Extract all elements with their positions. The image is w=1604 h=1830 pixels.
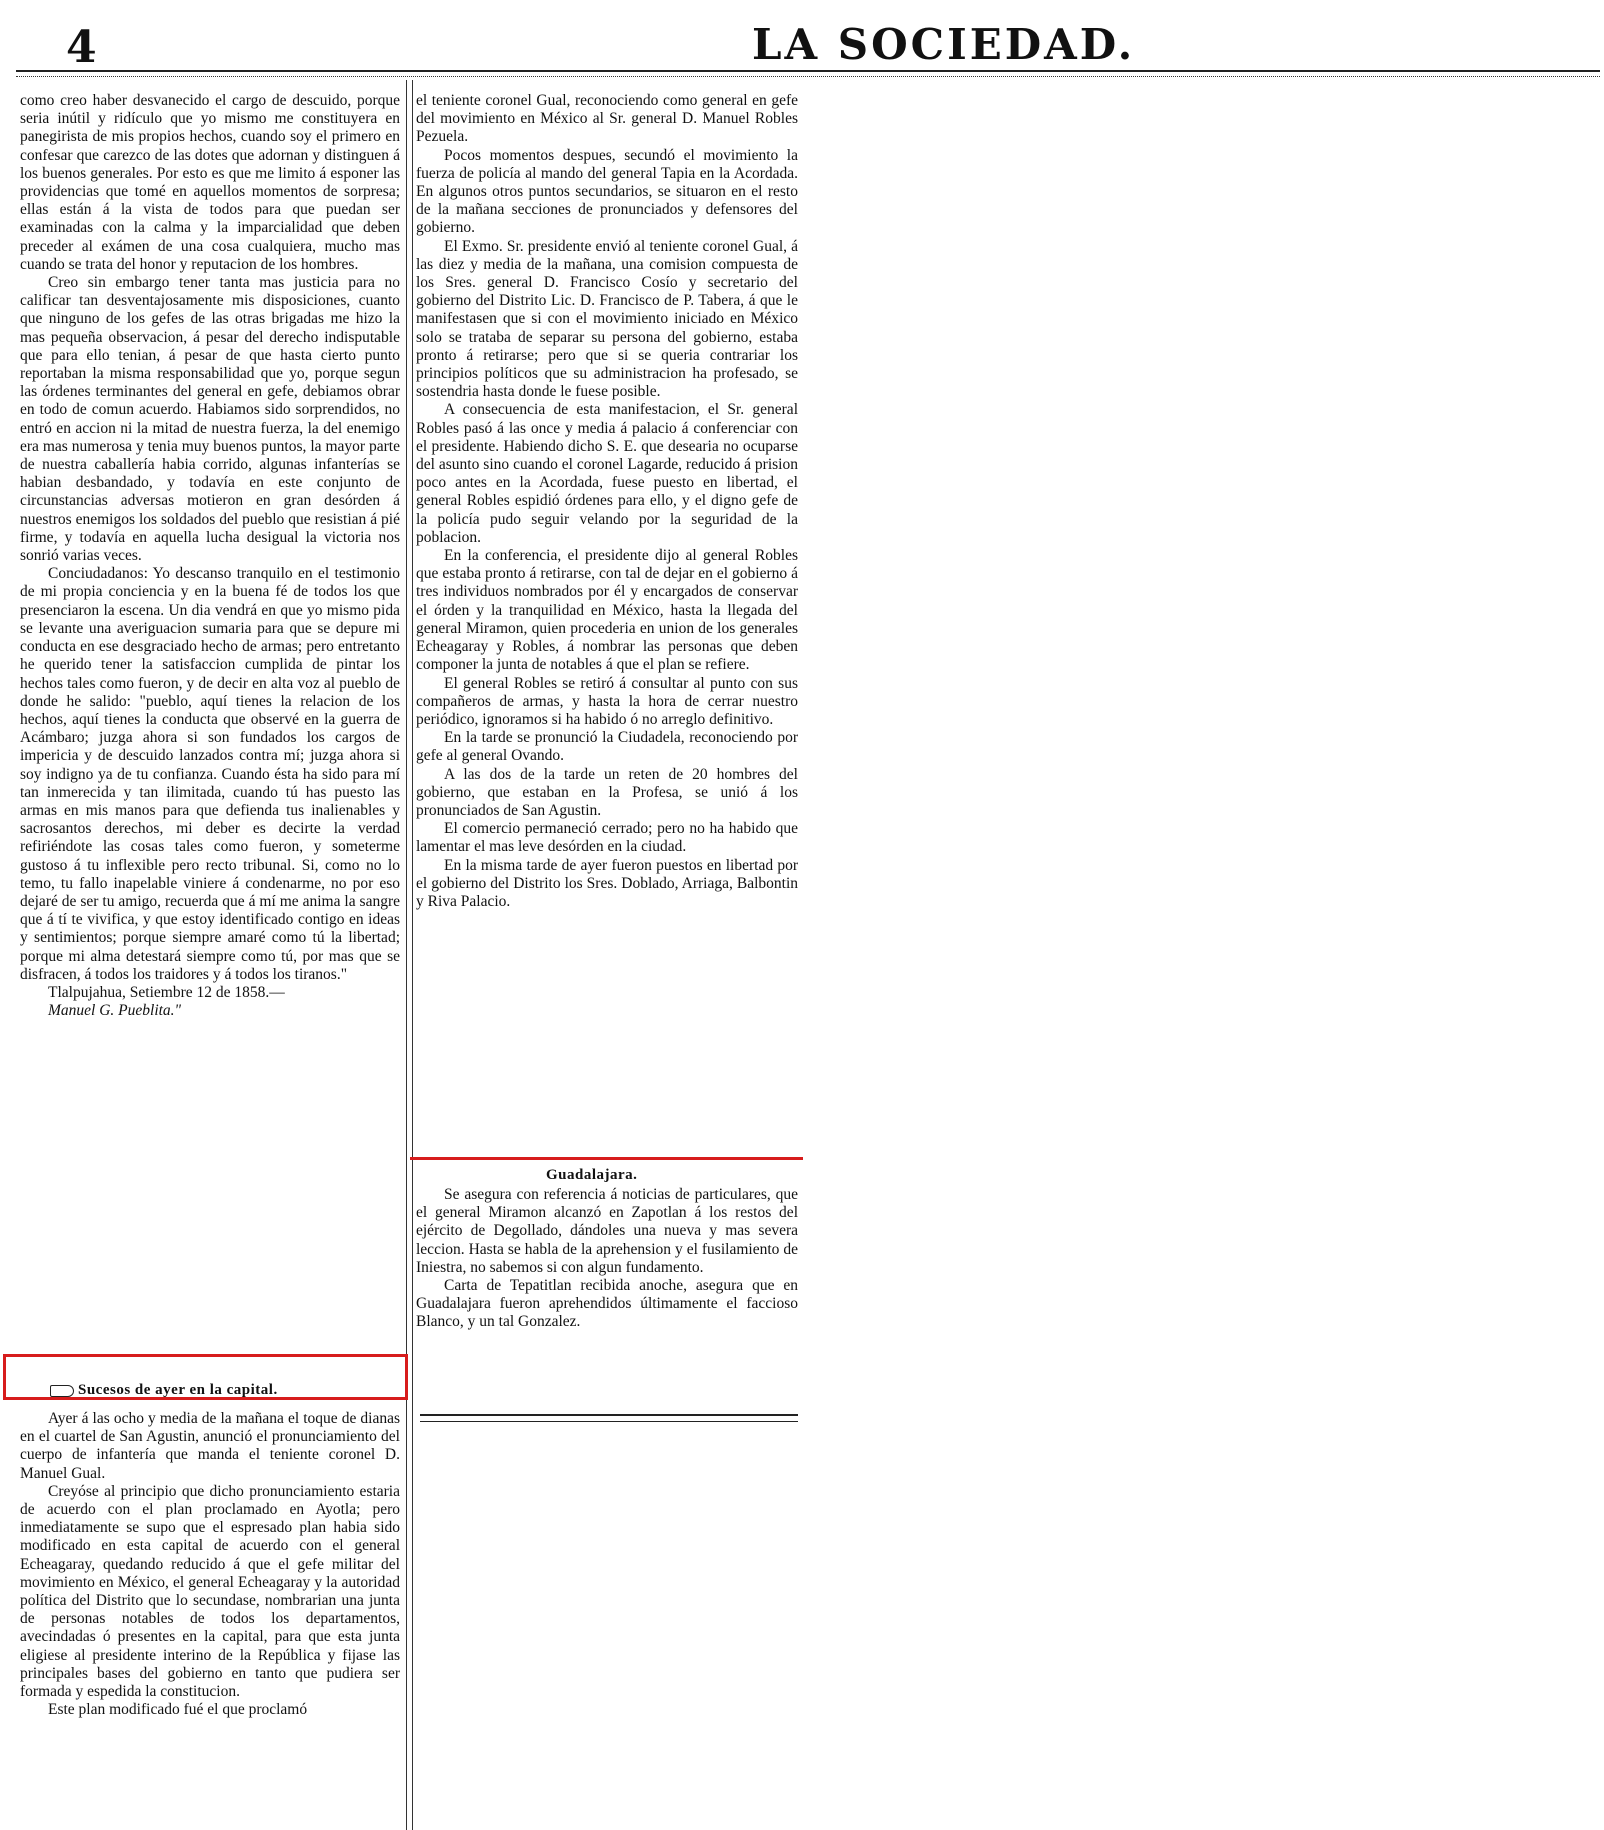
paragraph: Creyóse al principio que dicho pronunciamiento estaria de acuerdo con el plan proclamado en Ayotla; pero inmediatamente se supo que el espresado plan habia sido modificado en esta capital de acuerdo con el general Echeagaray, quedando reducido á que el gefe militar del movimiento en México, el general Echeagaray y la autoridad política del Distrito que lo secundase, nombrarian una junta de personas notables de todos los departamentos, avecindadas ó presentes en la capital, para que esta junta eligiese al presidente interino de la República y fijase las principales bases del gobierno en tanto que pudiera ser formada y espedida la constitucion. bbox=[20, 1482, 400, 1701]
top-dotted-rule bbox=[16, 76, 1600, 77]
paragraph: El general Robles se retiró á consultar al punto con sus compañeros de armas, y hasta la hora de cerrar nuestro periódico, ignoramos si ha habido ó no arreglo definitivo. bbox=[416, 674, 798, 728]
paragraph: El comercio permaneció cerrado; pero no ha habido que lamentar el mas leve desórden en la ciudad. bbox=[416, 820, 798, 856]
paragraph: En la conferencia, el presidente dijo al general Robles que estaba pronto á retirarse, con tal de dejar en el gobierno á tres individuos nombrados por él y encargados de conservar el órden y la tranquilidad en México, hasta la llegada del general Miramon, quien procederia en union de los generales Echeagaray y Robles, á nombrar las personas que deben componer la junta de notables á que el plan se refiere. bbox=[416, 547, 798, 674]
top-rule bbox=[16, 70, 1600, 72]
masthead bbox=[0, 0, 1604, 82]
signature-name: Manuel G. Pueblita." bbox=[48, 1002, 182, 1020]
signature-place: Tlalpujahua, Setiembre 12 de 1858.— bbox=[48, 983, 285, 1001]
newspaper-title: LA SOCIEDAD. bbox=[752, 20, 1136, 69]
paragraph: Conciudadanos: Yo descanso tranquilo en el testimonio de mi propia conciencia y en la buena fé de todos los que presenciaron la escena. Un dia vendrá en que yo mismo pida se levante una averiguacion sumaria para que se depure mi conducta en ese desgraciado hecho de armas; pero entretanto he querido tener la satisfaccion cumplida de pintar los hechos tales como fueron, y de decir en alta voz al pueblo de donde he salido: "pueblo, aquí tienes la relacion de los hechos, aquí tienes la conducta que observé en la guerra de Acámbaro; juzga ahora si son fundados los cargos de impericia y de descuido lanzados contra mí; juzga ahora si soy indigno ya de tu confianza. Cuando ésta ha sido para mí tan inmerecida y tan ilimitada, cuando tú has puesto las armas en mis manos para que defienda tus inalienables y sacrosantos derechos, mi deber es decirte la verdad refiriéndote las cosas tales como fueron, y someterme gustoso á tu inflexible pero recto tribunal. Si, como no lo temo, tu fallo inapelable viniere á condenarme, no por eso dejaré de ser tu amigo, recuerda que á mí me anima la sangre que á tí te vivifica, y que estoy identificado contigo en ideas y sentimientos; porque siempre amaré como tú la libertad; porque mi alma detestará siempre como tú, por mas que se disfracen, á todos los traidores y á todos los tiranos." bbox=[20, 565, 400, 983]
paragraph: A las dos de la tarde un reten de 20 hombres del gobierno, que estaban en la Profesa, se unió á los pronunciados de San Agustin. bbox=[416, 765, 798, 819]
section-heading-text: Sucesos de ayer en la capital. bbox=[78, 1382, 278, 1398]
paragraph: Ayer á las ocho y media de la mañana el toque de dianas en el cuartel de San Agustin, anunció el pronunciamiento del cuerpo de infantería que manda el teniente coronel D. Manuel Gual. bbox=[20, 1410, 400, 1482]
paragraph: A consecuencia de esta manifestacion, el Sr. general Robles pasó á las once y media á palacio á conferenciar con el presidente. Habiendo dicho S. E. que desearia no ocuparse del asunto sino cuando el coronel Lagarde, reducido á prision poco antes en la Acordada, fuese puesto en libertad, el general Robles espidió órdenes para ello, y el digno gefe de la policía pudo seguir velando por la seguridad de la poblacion. bbox=[416, 401, 798, 546]
column-2-section bbox=[416, 1186, 798, 1332]
column-1-section bbox=[20, 1410, 400, 1719]
end-rule bbox=[420, 1414, 798, 1422]
column-1 bbox=[20, 92, 400, 1020]
section-heading bbox=[50, 1382, 278, 1399]
paragraph: Este plan modificado fué el que proclamó bbox=[48, 1701, 308, 1719]
section-separator-highlight bbox=[410, 1157, 803, 1160]
paragraph: En la tarde se pronunció la Ciudadela, reconociendo por gefe al general Ovando. bbox=[416, 729, 798, 765]
column-2 bbox=[416, 92, 798, 911]
paragraph: el teniente coronel Gual, reconociendo como general en gefe del movimiento en México al Sr. general D. Manuel Robles Pezuela. bbox=[416, 92, 798, 146]
section-heading-guadalajara: Guadalajara. bbox=[546, 1167, 638, 1183]
paragraph: El Exmo. Sr. presidente envió al teniente coronel Gual, á las diez y media de la mañana, una comision compuesta de los Sres. general D. Francisco Cosío y secretario del gobierno del Distrito Lic. D. Francisco de P. Tabera, á que le manifestasen que si con el movimiento iniciado en México solo se trataba de separar su persona del gobierno, estaba pronto á retirarse; pero que si se queria contrariar los principios políticos que su administracion ha profesado, se sostendria hasta donde le fuese posible. bbox=[416, 237, 798, 401]
paragraph: Carta de Tepatitlan recibida anoche, asegura que en Guadalajara fueron aprehendidos últimamente el faccioso Blanco, y un tal Gonzalez. bbox=[416, 1277, 798, 1331]
paragraph: como creo haber desvanecido el cargo de descuido, porque seria inútil y ridículo que yo mismo me constituyera en panegirista de mis propios hechos, cuando soy el primero en confesar que carezco de las dotes que adornan y distinguen á los buenos generales. Por esto es que me limito á esponer las providencias que tomé en aquellos momentos de sorpresa; ellas están á la vista de todos para que puedan ser examinadas con la calma y la imparcialidad que deben preceder al exámen de una cosa cualquiera, mucho mas cuando se trata del honor y reputacion de los hombres. bbox=[20, 92, 400, 273]
pointing-hand-icon bbox=[50, 1385, 74, 1397]
paragraph: Creo sin embargo tener tanta mas justicia para no calificar tan desventajosamente mis disposiciones, cuanto que ninguno de los gefes de las otras brigadas me hizo la mas pequeña observacion, á pesar del derecho indisputable que para ello tenian, á pesar de que hasta cierto punto reportaban la misma responsabilidad que yo, porque segun las órdenes terminantes del general en gefe, debiamos obrar en todo de comun acuerdo. Habiamos sido sorprendidos, no entró en accion ni la mitad de nuestra fuerza, la del enemigo era mas numerosa y tenia muy buenos puntos, la mayor parte de nuestra caballería habia corrido, algunas infanterías se habian desbandado, y todavía en este conjunto de circunstancias adversas motieron en gran desórden á nuestros enemigos los soldados del pueblo que resistian á pié firme, y todavía en aquella lucha desigual la victoria nos sonrió varias veces. bbox=[20, 274, 400, 565]
paragraph: En la misma tarde de ayer fueron puestos en libertad por el gobierno del Distrito los Sres. Doblado, Arriaga, Balbontin y Riva Palacio. bbox=[416, 856, 798, 910]
column-divider-inner bbox=[412, 80, 413, 1830]
paragraph: Se asegura con referencia á noticias de particulares, que el general Miramon alcanzó en Zapotlan á los restos del ejército de Degollado, dándoles una nueva y mas severa leccion. Hasta se habla de la aprehension y el fusilamiento de Iniestra, no sabemos si con algun fundamento. bbox=[416, 1186, 798, 1276]
column-divider bbox=[406, 80, 407, 1830]
page-number: 4 bbox=[66, 22, 99, 73]
paragraph: Pocos momentos despues, secundó el movimiento la fuerza de policía al mando del general Tapia en la Acordada. En algunos otros puntos secundarios, se situaron en el resto de la mañana secciones de pronunciados y defensores del gobierno. bbox=[416, 146, 798, 237]
